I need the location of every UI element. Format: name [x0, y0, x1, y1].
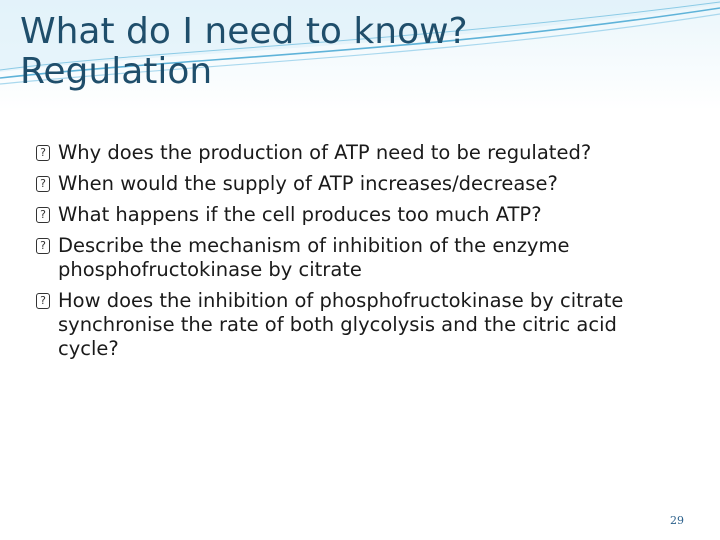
bullet-item — [36, 172, 676, 196]
page-number: 29 — [670, 514, 684, 527]
bullet-item — [36, 234, 676, 282]
replacement-character-icon: ? — [36, 145, 50, 161]
bullet-item — [36, 141, 676, 165]
slide-title-line-1: What do I need to know? — [20, 11, 468, 52]
replacement-character-icon: ? — [36, 176, 50, 192]
slide-title-line-2: Regulation — [20, 51, 213, 92]
replacement-character-icon: ? — [36, 293, 50, 309]
slide-title — [20, 12, 540, 92]
bullet-text: Describe the mechanism of inhibition of the enzyme phosphofructokinase by citrate — [58, 234, 570, 281]
replacement-character-icon: ? — [36, 238, 50, 254]
bullet-list — [36, 141, 676, 368]
bullet-item — [36, 289, 676, 361]
bullet-text: When would the supply of ATP increases/decrease? — [58, 172, 558, 195]
bullet-text: Why does the production of ATP need to be regulated? — [58, 141, 592, 164]
bullet-text: What happens if the cell produces too much ATP? — [58, 203, 542, 226]
bullet-text: How does the inhibition of phosphofructokinase by citrate synchronise the rate of both glycolysis and the citric acid cycle? — [58, 289, 624, 360]
bullet-item — [36, 203, 676, 227]
replacement-character-icon: ? — [36, 207, 50, 223]
